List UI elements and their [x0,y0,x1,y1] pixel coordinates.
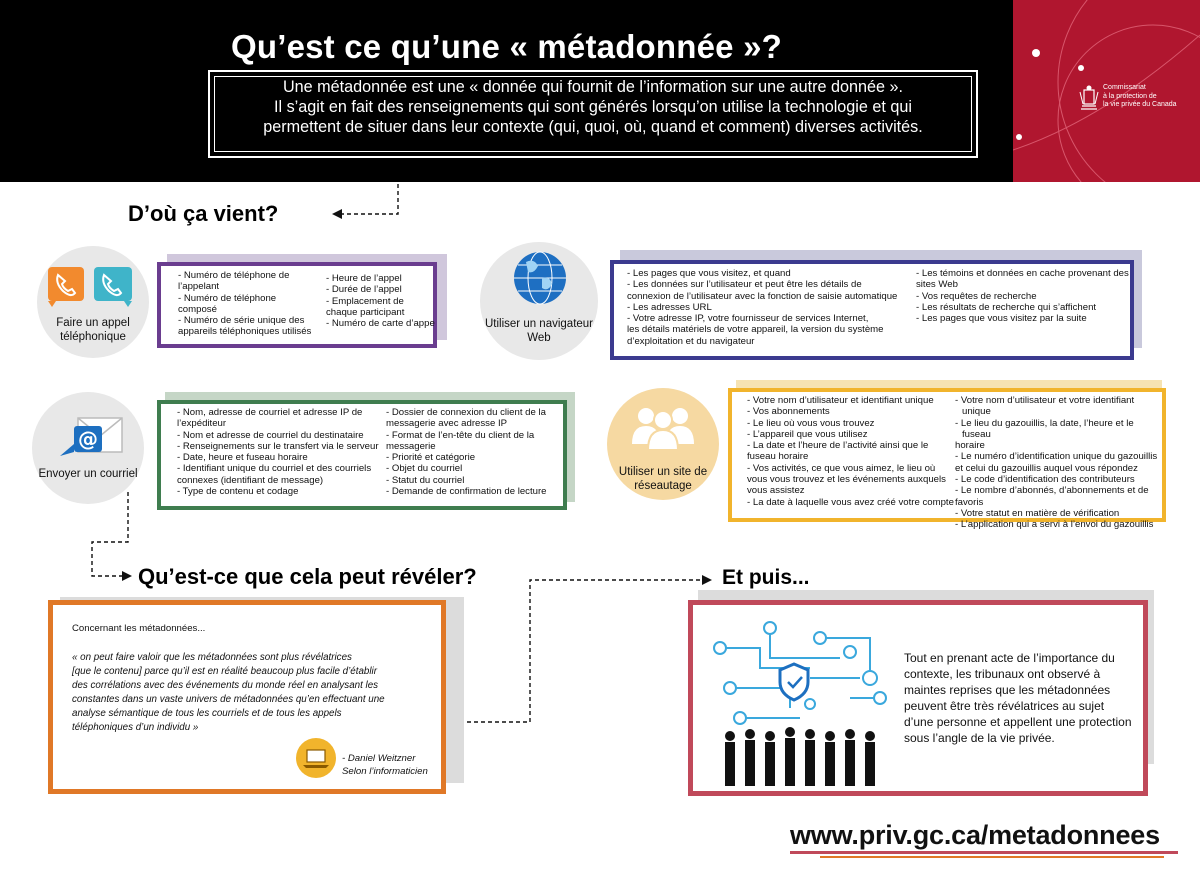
brand-name: Commissariat à la protection de la vie privée du Canada [1103,84,1177,108]
people-group-icon [628,404,698,452]
website-link[interactable]: www.priv.gc.ca/metadonnees [790,820,1160,850]
web-list-1: - Les pages que vous visitez, et quand - Les données sur l’utilisateur et peut être les détails de connexion de l’utilisateur avec la fonction de saisie automatique - Les adresses URL - Votre adresse IP, votre fournisseur de services Internet, les détails matériels de votre appareil, la version du système d’exploitation et du navigateur [627,268,898,347]
email-list-2: - Dossier de connexion du client de la messagerie avec adresse IP - Format de l’en-tête du client de la messagerie - Priorité et catégorie - Objet du courriel - Statut du courriel - Demande de confirmation de lecture [386,407,547,498]
definition-text: Une métadonnée est une « donnée qui fournit de l’information sur une autre donnée ». Il s’agit en fait des renseignements qui sont générés lorsqu’on utilise la technologie et qui permettent de situer dans leur contexte (qui, quoi, où, quand et comment) diverses activités. [263,78,923,136]
then-text: Tout en prenant acte de l’importance du contexte, les tribunaux ont observé à maintes reprises que les métadonnées peuvent être très révélatrices au sujet d’une personne et appellent une protection sous l’angle de la vie privée. [904,651,1132,745]
phone-call-icon [46,265,138,310]
laptop-icon-circle [296,738,336,778]
heading-reveal: Qu’est-ce que cela peut révéler? [138,564,477,589]
network-people-illustration [700,608,900,790]
website-underline-2 [820,856,1164,858]
website-underline [790,851,1178,854]
phone-label: Faire un appel téléphonique [56,317,130,343]
social-list-2: - Votre nom d’utilisateur et votre identifiant unique - Le lieu du gazouillis, la date, l’heure et le fuseau horaire - Le numéro d’identification unique du gazouillis et celui du gazouillis auquel vous répondez - Le code d’identification des contributeurs - Le nombre d’abonnés, d’abonnements et de favoris - Votre statut en matière de vérification - L’application qui a servi à l’envoi du gazouillis [955,395,1158,531]
phone-list-2: - Heure de l’appel - Durée de l’appel - Emplacement de chaque participant - Numéro de carte d’appe [326,273,435,330]
svg-text:@: @ [78,427,98,451]
reveal-quote-body: « on peut faire valoir que les métadonnées sont plus révélatrices [que le contenu] parce qu’il est en réalité beaucoup plus facile d’établir des corrélations avec des événements du monde réel en analysant les constantes dans un vaste univers de métadonnées qu’en effectuant une analyse sémantique de tous les courriels et de tous les appels téléphoniques d’un individu » [72,652,385,733]
reveal-intro: Concernant les métadonnées... [72,623,206,634]
reveal-attribution: - Daniel Weitzner Selon l’informaticien [342,753,428,777]
heading-then: Et puis... [722,566,810,589]
laptop-icon [296,738,336,778]
email-label: Envoyer un courriel [38,468,138,480]
web-label: Utiliser un navigateur Web [484,318,594,344]
phone-list-1: - Numéro de téléphone de l’appelant - Numéro de téléphone composé - Numéro de série unique des appareils téléphoniques utilisés [178,270,312,338]
email-at-icon [58,408,124,460]
web-list-2: - Les témoins et données en cache provenant des sites Web - Vos requêtes de recherche - Les résultats de recherche qui s’affichent - Les pages que vous visitez par la suite [916,268,1129,325]
heading-origin: D’où ça vient? [128,201,279,226]
email-list-1: - Nom, adresse de courriel et adresse IP de l’expéditeur - Nom et adresse de courriel du destinataire - Renseignements sur le transfert via le serveur - Date, heure et fuseau horaire - Identifiant unique du courriel et des courriels connexes (identifiant de message) - Type de contenu et codage [177,407,379,498]
social-list-1: - Votre nom d’utilisateur et identifiant unique - Vos abonnements - Le lieu où vous vous trouvez - L’appareil que vous utilisez - La date et l’heure de l’activité ainsi que le fuseau horaire - Vos activités, ce que vous aimez, le lieu où vous vous trouvez et les événements auxquels vous assistez - La date à laquelle vous avez créé votre compte [747,395,954,508]
social-label: Utiliser un site de réseautage [618,466,708,492]
page-title: Qu’est ce qu’une « métadonnée »? [230,28,783,65]
reveal-quote [72,622,444,735]
globe-icon [512,250,568,306]
